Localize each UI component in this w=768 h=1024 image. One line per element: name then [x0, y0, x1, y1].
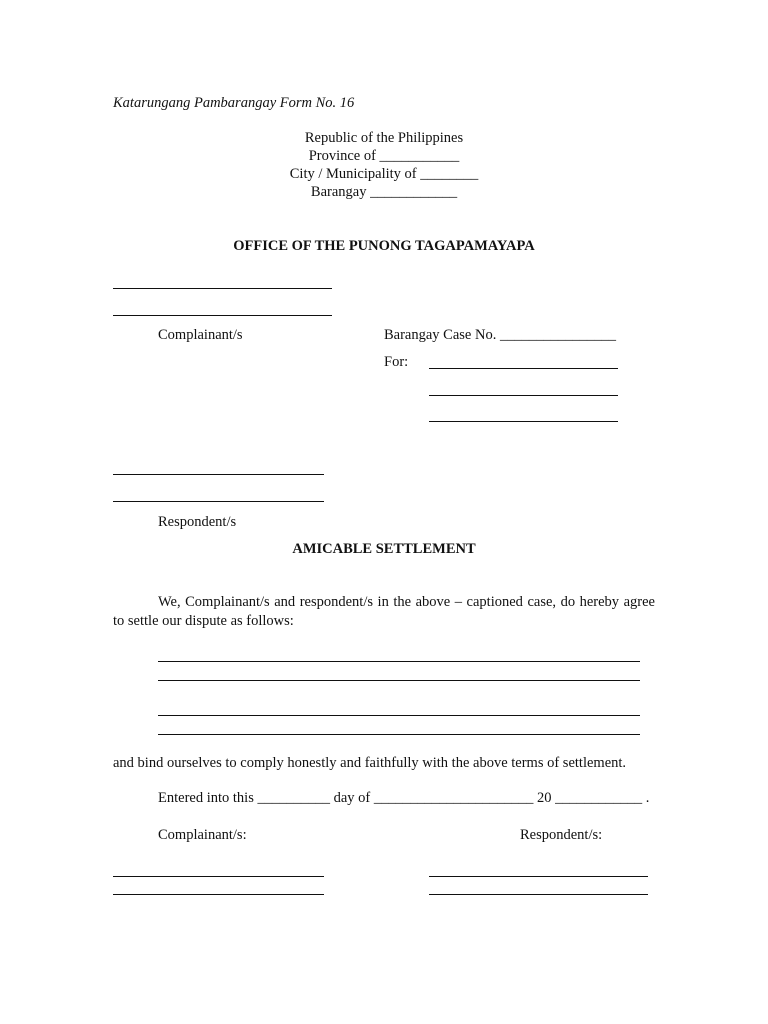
bind-statement: and bind ourselves to comply honestly and faithfully with the above terms of settlement. — [113, 755, 627, 771]
terms-line-2[interactable] — [158, 680, 640, 681]
case-number-label: Barangay Case No. ________________ — [384, 327, 616, 343]
for-line-1[interactable] — [429, 368, 618, 369]
header-barangay: Barangay ____________ — [310, 184, 458, 200]
settlement-title: AMICABLE SETTLEMENT — [292, 541, 476, 557]
entered-date-line: Entered into this __________ day of ______________________ 20 ____________ . — [158, 790, 650, 806]
respondent-label: Respondent/s — [158, 514, 237, 530]
complainant-name-line-2[interactable] — [113, 315, 332, 316]
respondent-signature-line-2[interactable] — [429, 894, 648, 895]
complainant-signature-line-1[interactable] — [113, 876, 324, 877]
header-province: Province of ___________ — [308, 148, 460, 164]
form-number: Katarungang Pambarangay Form No. 16 — [113, 95, 355, 111]
terms-line-1[interactable] — [158, 661, 640, 662]
office-title: OFFICE OF THE PUNONG TAGAPAMAYAPA — [233, 238, 535, 254]
complainant-signature-line-2[interactable] — [113, 894, 324, 895]
respondent-name-line-1[interactable] — [113, 474, 324, 475]
complainant-label: Complainant/s — [158, 327, 243, 343]
for-line-2[interactable] — [429, 395, 618, 396]
signature-respondent-label: Respondent/s: — [520, 827, 603, 843]
respondent-name-line-2[interactable] — [113, 501, 324, 502]
respondent-signature-line-1[interactable] — [429, 876, 648, 877]
header-city: City / Municipality of ________ — [289, 166, 479, 182]
terms-line-3[interactable] — [158, 715, 640, 716]
terms-line-4[interactable] — [158, 734, 640, 735]
for-label: For: — [384, 354, 409, 370]
signature-complainant-label: Complainant/s: — [158, 827, 247, 843]
complainant-name-line-1[interactable] — [113, 288, 332, 289]
for-line-3[interactable] — [429, 421, 618, 422]
header-republic: Republic of the Philippines — [304, 130, 464, 146]
settlement-intro: We, Complainant/s and respondent/s in the above – captioned case, do hereby agree to settle our dispute as follows: — [113, 594, 655, 629]
